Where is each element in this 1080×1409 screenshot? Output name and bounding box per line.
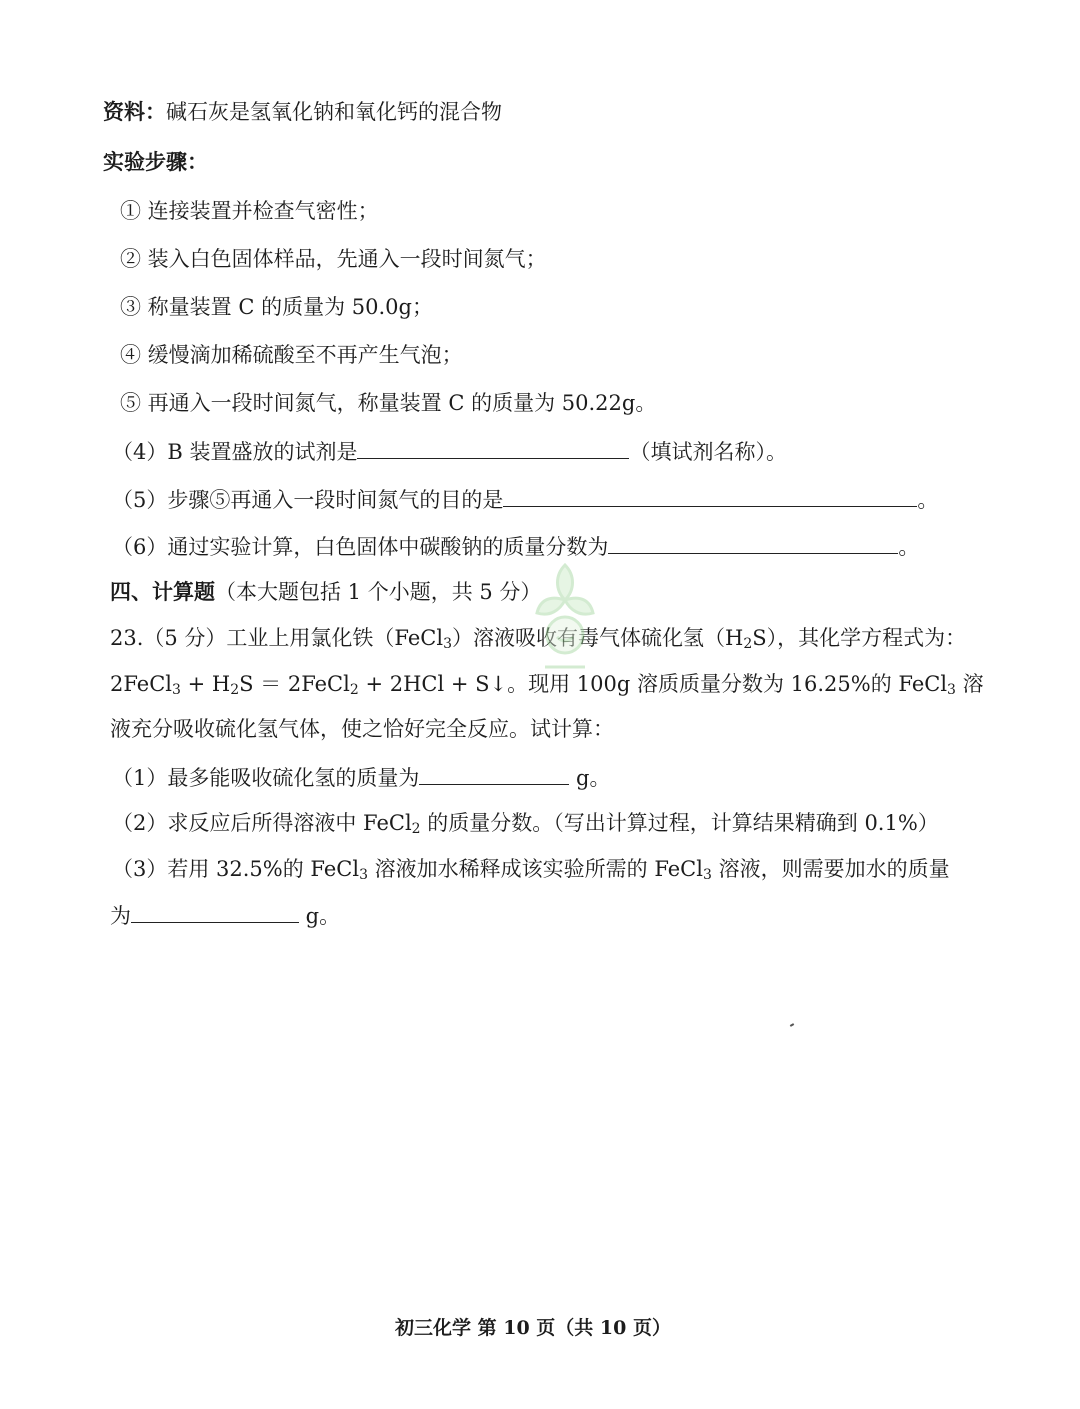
- equation-text: 2FeCl: [110, 672, 172, 696]
- step-item: ② 装入白色固体样品，先通入一段时间氮气；: [120, 247, 547, 271]
- question-5-text: （5）步骤⑤再通入一段时间氮气的目的是: [112, 488, 504, 512]
- question-23-part-3-line-2: [110, 900, 340, 931]
- equation-subscript: 2: [230, 682, 240, 698]
- part-3-subscript: 3: [702, 867, 712, 883]
- section-4-note: （本大题包括 1 个小题，共 5 分）: [215, 580, 542, 604]
- question-4-suffix: （填试剂名称）。: [629, 440, 787, 464]
- equation-text: 溶: [955, 672, 984, 696]
- part-2-text: 的质量分数。（写出计算过程，计算结果精确到 0.1%）: [420, 811, 939, 835]
- question-4: [112, 436, 787, 467]
- equation-subscript: 2: [349, 682, 359, 698]
- part-3-subscript: 3: [359, 867, 368, 883]
- info-text: 碱石灰是氢氧化钠和氧化钙的混合物: [166, 100, 502, 124]
- q23-text: S），其化学方程式为：: [752, 626, 967, 650]
- question-5-suffix: 。: [917, 488, 939, 512]
- part-3-text: 溶液加水稀释成该实验所需的 FeCl: [367, 857, 703, 881]
- seedling-logo-icon: [525, 555, 605, 685]
- question-23-part-1: [112, 762, 611, 793]
- q23-text: ）溶液吸收有毒气体硫化氢（H: [452, 626, 744, 650]
- equation-text: S ＝ 2FeCl: [239, 672, 350, 696]
- info-line: [103, 97, 502, 127]
- question-4-text: （4）B 装置盛放的试剂是: [112, 440, 358, 464]
- equation-subscript: 3: [172, 682, 181, 698]
- stray-mark: [790, 1023, 794, 1027]
- equation-text: + H: [180, 672, 231, 696]
- answer-blank-4[interactable]: [357, 436, 629, 459]
- question-23-part-2: [112, 808, 939, 838]
- question-23-part-3: [112, 854, 950, 884]
- part-2-subscript: 2: [411, 821, 421, 837]
- answer-blank-23-3[interactable]: [131, 900, 299, 923]
- step-item: ⑤ 再通入一段时间氮气，称量装置 C 的质量为 50.22g。: [120, 391, 657, 415]
- part-3-unit: g。: [299, 904, 341, 928]
- q23-subscript: 2: [743, 636, 753, 652]
- part-3-text: （3）若用 32.5%的 FeCl: [112, 857, 360, 881]
- answer-blank-5[interactable]: [503, 484, 917, 507]
- step-item: ④ 缓慢滴加稀硫酸至不再产生气泡；: [120, 343, 463, 367]
- part-1-unit: g。: [569, 766, 611, 790]
- answer-blank-6[interactable]: [608, 531, 898, 554]
- section-4-title: 四、计算题: [110, 579, 215, 604]
- q23-text: 23.（5 分）工业上用氯化铁（FeCl: [110, 626, 444, 650]
- info-label: 资料：: [103, 99, 166, 124]
- section-4-heading: [110, 577, 541, 607]
- part-3-prefix: 为: [110, 904, 131, 928]
- part-1-text: （1）最多能吸收硫化氢的质量为: [112, 766, 420, 790]
- question-6: [112, 531, 919, 562]
- steps-title: 实验步骤：: [103, 149, 208, 174]
- question-6-text: （6）通过实验计算，白色固体中碳酸钠的质量分数为: [112, 535, 609, 559]
- question-5: [112, 484, 938, 515]
- question-6-suffix: 。: [898, 535, 920, 559]
- step-item: ③ 称量装置 C 的质量为 50.0g；: [120, 295, 433, 319]
- equation-subscript: 3: [947, 682, 956, 698]
- part-2-text: （2）求反应后所得溶液中 FeCl: [112, 811, 412, 835]
- q23-subscript: 3: [443, 636, 452, 652]
- step-item: ① 连接装置并检查气密性；: [120, 199, 379, 223]
- equation-text: + 2HCl + S↓。现用 100g 溶质质量分数为 16.25%的 FeCl: [358, 672, 948, 696]
- question-23-line-3: 液充分吸收硫化氢气体，使之恰好完全反应。试计算：: [110, 717, 614, 741]
- page-footer: 初三化学 第 10 页（共 10 页）: [395, 1317, 671, 1339]
- part-3-text: 溶液，则需要加水的质量: [711, 857, 950, 881]
- answer-blank-23-1[interactable]: [419, 762, 569, 785]
